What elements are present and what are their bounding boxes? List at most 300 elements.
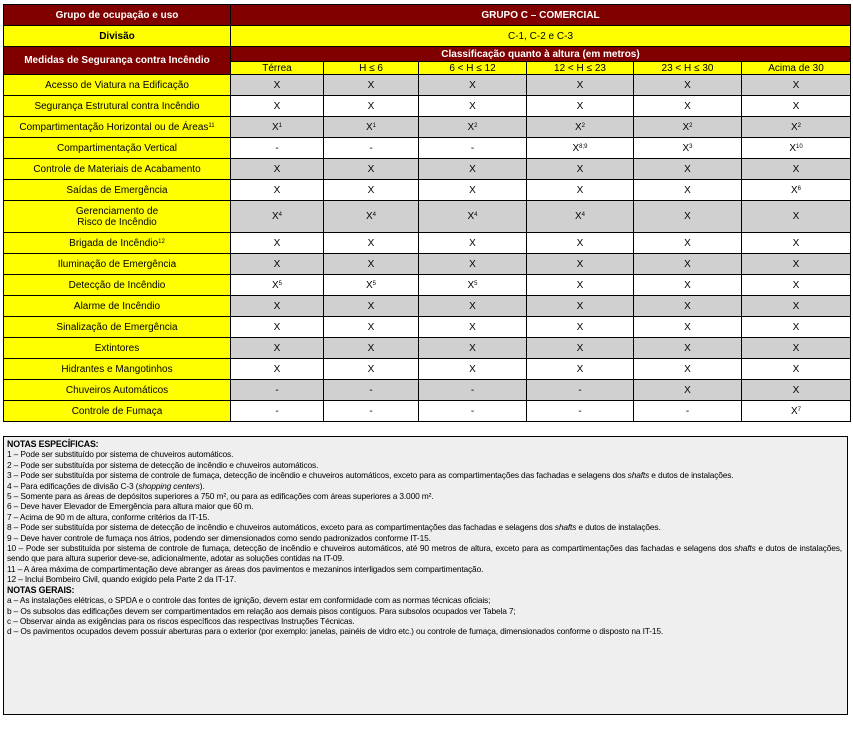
requirement-mark: X bbox=[271, 211, 279, 222]
note-text: 1 – Pode ser substituído por sistema de chuveiros automáticos. bbox=[7, 449, 234, 460]
requirement-mark: X bbox=[576, 300, 584, 312]
footnote-ref: 12 bbox=[158, 238, 165, 245]
footnote-ref: 3 bbox=[689, 143, 693, 150]
requirement-mark: X bbox=[684, 258, 691, 270]
requirement-cell bbox=[634, 96, 742, 117]
requirement-mark: - bbox=[275, 405, 279, 417]
requirement-cell bbox=[742, 401, 851, 422]
requirement-cell bbox=[742, 117, 851, 138]
requirement-cell bbox=[231, 401, 324, 422]
note-item bbox=[7, 512, 842, 522]
requirement-cell bbox=[742, 233, 851, 254]
requirement-mark: X bbox=[682, 121, 690, 133]
requirement-cell bbox=[742, 254, 851, 275]
note-text: e dutos de instalações. bbox=[649, 470, 734, 481]
requirement-mark: X bbox=[469, 321, 476, 333]
requirement-cell bbox=[419, 233, 527, 254]
requirement-cell bbox=[742, 159, 851, 180]
requirement-cell bbox=[231, 159, 324, 180]
requirement-mark: X bbox=[367, 163, 375, 175]
table-row bbox=[4, 380, 851, 401]
requirement-cell bbox=[527, 338, 634, 359]
general-notes-title: NOTAS GERAIS: bbox=[7, 584, 75, 595]
measure-label bbox=[4, 117, 231, 138]
requirement-cell bbox=[527, 233, 634, 254]
requirement-mark: X bbox=[792, 321, 800, 333]
requirement-cell bbox=[231, 180, 324, 201]
footnote-ref: 2 bbox=[474, 122, 478, 129]
requirement-cell bbox=[527, 117, 634, 138]
note-item bbox=[7, 543, 842, 564]
requirement-mark: - bbox=[470, 142, 475, 154]
requirement-mark: X bbox=[684, 237, 691, 249]
table-row bbox=[4, 254, 851, 275]
requirement-cell bbox=[231, 254, 324, 275]
requirement-cell bbox=[231, 117, 324, 138]
requirement-mark: X bbox=[684, 79, 691, 91]
table-row bbox=[4, 117, 851, 138]
requirement-mark: - bbox=[369, 384, 373, 396]
footnote-ref: 1 bbox=[372, 122, 376, 129]
requirement-mark: X bbox=[576, 363, 584, 375]
requirement-mark: X bbox=[365, 121, 373, 133]
height-column-header: Acima de 30 bbox=[742, 62, 851, 75]
requirement-mark: X bbox=[367, 237, 375, 249]
note-item bbox=[7, 481, 842, 491]
requirement-cell bbox=[634, 317, 742, 338]
requirement-cell bbox=[742, 201, 851, 233]
requirement-cell bbox=[634, 201, 742, 233]
measure-label bbox=[4, 201, 231, 233]
requirement-mark: X bbox=[367, 321, 375, 333]
requirement-mark: X bbox=[576, 279, 584, 291]
requirement-mark: X bbox=[469, 363, 476, 375]
requirement-cell bbox=[419, 159, 527, 180]
requirement-cell bbox=[419, 254, 527, 275]
note-text: 3 – Pode ser substituída por sistema de controle de fumaça, detecção de incêndio e chuveiros automáticos, exceto para as compartimentações das fachadas e selagens dos bbox=[7, 470, 628, 481]
requirement-cell bbox=[742, 180, 851, 201]
requirement-mark: X bbox=[790, 184, 798, 196]
requirement-mark: X bbox=[576, 79, 584, 91]
requirement-mark: X bbox=[367, 363, 375, 375]
requirement-cell bbox=[634, 380, 742, 401]
note-text: 10 – Pode ser substituída por sistema de controle de fumaça, detecção de incêndio e chuveiros automáticos, até 90 metros de altura, exceto para as compartimentações das fachadas e selagens dos bbox=[7, 543, 735, 554]
note-item bbox=[7, 501, 842, 511]
measure-label-text: Hidrantes e Mangotinhos bbox=[61, 363, 173, 375]
requirement-cell bbox=[419, 317, 527, 338]
note-text: b – Os subsolos das edificações devem ser compartimentados em relação aos demais pisos contíguos. Para subsolos ocupados ver Tabela 7; bbox=[7, 605, 516, 616]
requirement-mark: - bbox=[369, 142, 373, 154]
requirement-cell bbox=[231, 296, 324, 317]
table-row bbox=[4, 233, 851, 254]
requirement-cell bbox=[324, 317, 419, 338]
requirement-cell bbox=[419, 75, 527, 96]
note-item bbox=[7, 533, 842, 543]
requirement-mark: X bbox=[367, 79, 375, 91]
requirement-cell bbox=[324, 201, 419, 233]
requirement-mark: X bbox=[469, 163, 476, 175]
measure-label-text: Compartimentação Horizontal ou de Áreas bbox=[19, 121, 209, 133]
requirement-cell bbox=[324, 380, 419, 401]
requirement-cell bbox=[324, 296, 419, 317]
requirement-mark: X bbox=[792, 79, 800, 91]
requirement-mark: X bbox=[273, 258, 281, 270]
height-column-header: 23 < H ≤ 30 bbox=[634, 62, 742, 75]
measure-label-text: Saídas de Emergência bbox=[66, 184, 168, 196]
requirement-mark: X bbox=[469, 184, 476, 196]
requirement-mark: X bbox=[467, 211, 475, 222]
requirement-cell bbox=[419, 401, 527, 422]
height-column-header: Térrea bbox=[231, 62, 324, 75]
requirement-mark: X bbox=[684, 100, 691, 112]
note-text: 7 – Acima de 90 m de altura, conforme critérios da IT-15. bbox=[7, 511, 210, 522]
requirement-cell bbox=[419, 96, 527, 117]
requirement-mark: X bbox=[367, 300, 375, 312]
height-class-label: Classificação quanto à altura (em metros) bbox=[231, 47, 851, 62]
measure-label-text: Controle de Fumaça bbox=[71, 405, 163, 417]
note-italic-text: shafts bbox=[554, 522, 577, 533]
requirement-cell bbox=[419, 201, 527, 233]
requirement-cell bbox=[324, 180, 419, 201]
table-row bbox=[4, 96, 851, 117]
measure-label bbox=[4, 254, 231, 275]
height-column-header: 6 < H ≤ 12 bbox=[419, 62, 527, 75]
requirement-cell bbox=[742, 338, 851, 359]
requirement-mark: X bbox=[469, 237, 476, 249]
requirement-cell bbox=[324, 401, 419, 422]
requirement-mark: X bbox=[365, 211, 373, 222]
requirement-mark: X bbox=[790, 121, 798, 133]
requirement-mark: X bbox=[271, 279, 279, 291]
table-row bbox=[4, 401, 851, 422]
requirement-cell bbox=[231, 275, 324, 296]
measure-label-text: Extintores bbox=[94, 342, 140, 354]
footnote-ref: 4 bbox=[474, 212, 478, 218]
requirement-cell bbox=[324, 117, 419, 138]
requirement-mark: X bbox=[576, 184, 584, 196]
requirement-mark: X bbox=[684, 211, 691, 222]
requirement-mark: X bbox=[469, 300, 476, 312]
measure-label-text: Gerenciamento de Risco de Incêndio bbox=[75, 205, 159, 228]
requirement-mark: X bbox=[792, 342, 800, 354]
requirement-mark: X bbox=[792, 211, 800, 222]
requirement-cell bbox=[324, 96, 419, 117]
requirement-cell bbox=[419, 180, 527, 201]
requirement-cell bbox=[324, 254, 419, 275]
footnote-ref: 5 bbox=[474, 280, 478, 287]
note-text: d – Os pavimentos ocupados devem possuir aberturas para o exterior (por exemplo: janelas, painéis de vidro etc.) ou controle de fumaça, dimensionados conforme o disposto na IT-15. bbox=[7, 626, 664, 637]
requirement-cell bbox=[527, 275, 634, 296]
requirement-mark: X bbox=[273, 363, 281, 375]
requirement-cell bbox=[634, 401, 742, 422]
note-text: 6 – Deve haver Elevador de Emergência para altura maior que 60 m. bbox=[7, 501, 254, 512]
requirement-cell bbox=[231, 138, 324, 159]
requirement-cell bbox=[742, 380, 851, 401]
requirement-cell bbox=[231, 201, 324, 233]
requirement-mark: X bbox=[684, 384, 691, 396]
requirement-mark: - bbox=[275, 384, 279, 396]
requirement-mark: - bbox=[369, 405, 373, 417]
note-item bbox=[7, 574, 842, 584]
requirement-mark: X bbox=[792, 258, 800, 270]
requirement-cell bbox=[419, 296, 527, 317]
note-text: ). bbox=[199, 480, 205, 491]
requirement-cell bbox=[324, 233, 419, 254]
requirement-mark: X bbox=[576, 100, 584, 112]
note-item bbox=[7, 491, 842, 501]
notes-box bbox=[3, 436, 848, 715]
requirement-cell bbox=[634, 338, 742, 359]
requirement-cell bbox=[324, 159, 419, 180]
requirement-cell bbox=[634, 233, 742, 254]
requirement-cell bbox=[742, 359, 851, 380]
measure-label-text: Iluminação de Emergência bbox=[57, 258, 177, 270]
requirement-mark: X bbox=[469, 258, 476, 270]
requirement-cell bbox=[419, 380, 527, 401]
requirement-mark: X bbox=[792, 363, 800, 375]
requirement-mark: X bbox=[576, 237, 584, 249]
measures-label: Medidas de Segurança contra Incêndio bbox=[4, 47, 231, 75]
requirement-mark: X bbox=[576, 258, 584, 270]
requirement-cell bbox=[742, 296, 851, 317]
requirement-mark: X bbox=[684, 363, 691, 375]
requirement-mark: X bbox=[572, 142, 580, 154]
table-row bbox=[4, 275, 851, 296]
requirement-cell bbox=[527, 159, 634, 180]
table-row bbox=[4, 359, 851, 380]
measure-label-text: Sinalização de Emergência bbox=[56, 321, 178, 333]
requirement-mark: X bbox=[367, 258, 375, 270]
requirement-cell bbox=[324, 359, 419, 380]
requirement-mark: X bbox=[273, 300, 281, 312]
note-text: 11 – A área máxima de compartimentação deve abranger as áreas dos pavimentos e mezaninos interligados sem compartimentação. bbox=[7, 563, 484, 574]
measure-label-text: Compartimentação Vertical bbox=[56, 142, 178, 154]
footnote-ref: 2 bbox=[689, 122, 693, 129]
requirement-cell bbox=[527, 180, 634, 201]
requirement-mark: X bbox=[792, 237, 800, 249]
requirement-cell bbox=[419, 117, 527, 138]
table-row bbox=[4, 317, 851, 338]
requirement-mark: X bbox=[576, 163, 584, 175]
requirement-cell bbox=[527, 317, 634, 338]
requirement-mark: X bbox=[574, 121, 582, 133]
note-italic-text: shopping centers bbox=[138, 480, 200, 491]
group-value: GRUPO C – COMERCIAL bbox=[231, 5, 851, 26]
requirement-cell bbox=[634, 159, 742, 180]
footnote-ref: 5 bbox=[278, 280, 282, 287]
measure-label bbox=[4, 180, 231, 201]
requirement-cell bbox=[634, 359, 742, 380]
requirement-cell bbox=[419, 338, 527, 359]
requirement-mark: X bbox=[684, 163, 691, 175]
requirement-cell bbox=[742, 275, 851, 296]
measure-label-text: Brigada de Incêndio bbox=[69, 237, 159, 249]
requirement-mark: X bbox=[682, 142, 690, 154]
requirement-mark: X bbox=[467, 279, 475, 291]
note-text: c – Observar ainda as exigências para os riscos específicos das respectivas Instruções Técnicas. bbox=[7, 615, 355, 626]
footnote-ref: 1 bbox=[278, 122, 282, 129]
requirement-mark: X bbox=[367, 100, 375, 112]
requirement-mark: X bbox=[684, 321, 691, 333]
requirement-mark: X bbox=[792, 163, 800, 175]
requirement-cell bbox=[527, 75, 634, 96]
note-italic-text: shafts bbox=[627, 470, 650, 481]
table-row bbox=[4, 180, 851, 201]
requirement-cell bbox=[742, 96, 851, 117]
note-item bbox=[7, 449, 842, 459]
measure-label bbox=[4, 75, 231, 96]
requirement-cell bbox=[634, 275, 742, 296]
requirement-cell bbox=[419, 359, 527, 380]
note-item bbox=[7, 616, 842, 626]
requirement-mark: X bbox=[469, 100, 476, 112]
requirement-cell bbox=[527, 96, 634, 117]
requirement-cell bbox=[527, 201, 634, 233]
requirement-cell bbox=[634, 296, 742, 317]
note-text: e dutos de instalações, sendo que para altura superior deve-se, adicionalmente, adotar as soluções contidas na IT-09. bbox=[7, 543, 842, 564]
measure-label bbox=[4, 317, 231, 338]
height-column-header: 12 < H ≤ 23 bbox=[527, 62, 634, 75]
note-text: 12 – Inclui Bombeiro Civil, quando exigido pela Parte 2 da IT-17. bbox=[7, 574, 237, 585]
measure-label bbox=[4, 296, 231, 317]
requirement-mark: X bbox=[684, 342, 691, 354]
requirement-mark: X bbox=[792, 279, 800, 291]
note-item bbox=[7, 522, 842, 532]
measure-label-text: Detecção de Incêndio bbox=[68, 279, 166, 291]
requirement-cell bbox=[231, 338, 324, 359]
requirement-mark: X bbox=[576, 342, 584, 354]
requirement-cell bbox=[634, 180, 742, 201]
requirement-cell bbox=[231, 233, 324, 254]
note-italic-text: shafts bbox=[734, 543, 756, 554]
requirement-cell bbox=[231, 380, 324, 401]
division-value: C-1, C-2 e C-3 bbox=[231, 26, 851, 47]
note-text: e dutos de instalações. bbox=[576, 522, 661, 533]
requirement-cell bbox=[324, 338, 419, 359]
requirement-mark: X bbox=[367, 184, 375, 196]
requirement-mark: X bbox=[684, 184, 691, 196]
measure-label bbox=[4, 233, 231, 254]
table-row bbox=[4, 201, 851, 233]
requirement-mark: X bbox=[792, 300, 800, 312]
height-column-header: H ≤ 6 bbox=[324, 62, 419, 75]
measure-label bbox=[4, 138, 231, 159]
measure-label bbox=[4, 359, 231, 380]
requirement-cell bbox=[527, 359, 634, 380]
requirement-mark: X bbox=[792, 384, 800, 396]
requirement-cell bbox=[634, 138, 742, 159]
requirement-mark: X bbox=[271, 121, 279, 133]
requirement-mark: X bbox=[273, 342, 281, 354]
footnote-ref: 4 bbox=[278, 212, 282, 218]
requirement-cell bbox=[527, 138, 634, 159]
specific-notes-title: NOTAS ESPECÍFICAS: bbox=[7, 439, 99, 449]
note-text: 9 – Deve haver controle de fumaça nos átrios, podendo ser dimensionados como sendo padronizados conforme IT-15. bbox=[7, 532, 431, 543]
requirement-mark: X bbox=[273, 163, 281, 175]
requirement-mark: - bbox=[685, 405, 690, 417]
requirement-mark: - bbox=[275, 142, 279, 154]
measure-label-text: Alarme de Incêndio bbox=[73, 300, 161, 312]
requirement-mark: X bbox=[467, 121, 475, 133]
footnote-ref: 10 bbox=[795, 143, 803, 150]
requirement-cell bbox=[527, 380, 634, 401]
footnote-ref: 4 bbox=[372, 212, 376, 218]
measure-label-text: Segurança Estrutural contra Incêndio bbox=[34, 100, 200, 112]
requirement-cell bbox=[324, 138, 419, 159]
requirement-cell bbox=[231, 359, 324, 380]
requirement-mark: X bbox=[273, 321, 281, 333]
measure-label bbox=[4, 275, 231, 296]
footnote-ref: 7 bbox=[797, 406, 801, 413]
group-label: Grupo de ocupação e uso bbox=[4, 5, 231, 26]
requirement-cell bbox=[527, 401, 634, 422]
requirement-cell bbox=[231, 96, 324, 117]
note-item bbox=[7, 460, 842, 470]
table-row bbox=[4, 138, 851, 159]
requirement-cell bbox=[742, 138, 851, 159]
requirement-mark: X bbox=[273, 184, 281, 196]
requirement-mark: X bbox=[273, 79, 281, 91]
requirement-mark: X bbox=[684, 279, 691, 291]
table-row bbox=[4, 338, 851, 359]
note-text: a – As instalações elétricas, o SPDA e o controle das fontes de ignição, devem estar em conformidade com as normas técnicas oficiais; bbox=[7, 595, 491, 606]
table-row bbox=[4, 296, 851, 317]
requirement-mark: - bbox=[578, 405, 582, 417]
footnote-ref: 8;9 bbox=[579, 143, 588, 150]
requirement-mark: X bbox=[789, 142, 796, 154]
measure-label-text: Acesso de Viatura na Edificação bbox=[45, 79, 189, 91]
requirement-mark: X bbox=[273, 100, 281, 112]
note-text: 4 – Para edificações de divisão C-3 ( bbox=[7, 480, 139, 491]
requirement-cell bbox=[231, 75, 324, 96]
footnote-ref: 11 bbox=[208, 122, 215, 129]
footnote-ref: 2 bbox=[797, 122, 801, 129]
requirement-mark: X bbox=[367, 342, 375, 354]
measure-label bbox=[4, 401, 231, 422]
note-text: 5 – Somente para as áreas de depósitos superiores a 750 m², ou para as edificações com áreas superiores a 3.000 m². bbox=[7, 491, 434, 502]
requirement-mark: X bbox=[469, 342, 476, 354]
measure-label bbox=[4, 338, 231, 359]
note-text: 8 – Pode ser substituída por sistema de detecção de incêndio e chuveiros automáticos, exceto para as compartimentações das fachadas e selagens dos bbox=[7, 522, 555, 533]
requirement-cell bbox=[419, 138, 527, 159]
table-row bbox=[4, 75, 851, 96]
measure-label bbox=[4, 380, 231, 401]
note-item bbox=[7, 606, 842, 616]
measure-label bbox=[4, 96, 231, 117]
requirement-mark: - bbox=[470, 405, 475, 417]
requirement-cell bbox=[634, 254, 742, 275]
requirement-cell bbox=[324, 275, 419, 296]
requirement-mark: - bbox=[470, 384, 475, 396]
requirement-cell bbox=[742, 317, 851, 338]
note-text: 2 – Pode ser substituída por sistema de detecção de incêndio e chuveiros automáticos. bbox=[7, 459, 319, 470]
requirement-mark: X bbox=[469, 79, 476, 91]
requirement-mark: X bbox=[365, 279, 373, 291]
requirement-mark: X bbox=[792, 100, 800, 112]
division-label: Divisão bbox=[4, 26, 231, 47]
requirement-mark: X bbox=[576, 321, 584, 333]
note-item bbox=[7, 470, 842, 480]
note-item bbox=[7, 626, 842, 636]
requirement-cell bbox=[324, 75, 419, 96]
footnote-ref: 2 bbox=[581, 122, 585, 129]
footnote-ref: 5 bbox=[372, 280, 376, 287]
requirement-mark: X bbox=[684, 300, 691, 312]
requirement-mark: - bbox=[578, 384, 582, 396]
measure-label bbox=[4, 159, 231, 180]
note-item bbox=[7, 595, 842, 605]
requirement-cell bbox=[634, 117, 742, 138]
